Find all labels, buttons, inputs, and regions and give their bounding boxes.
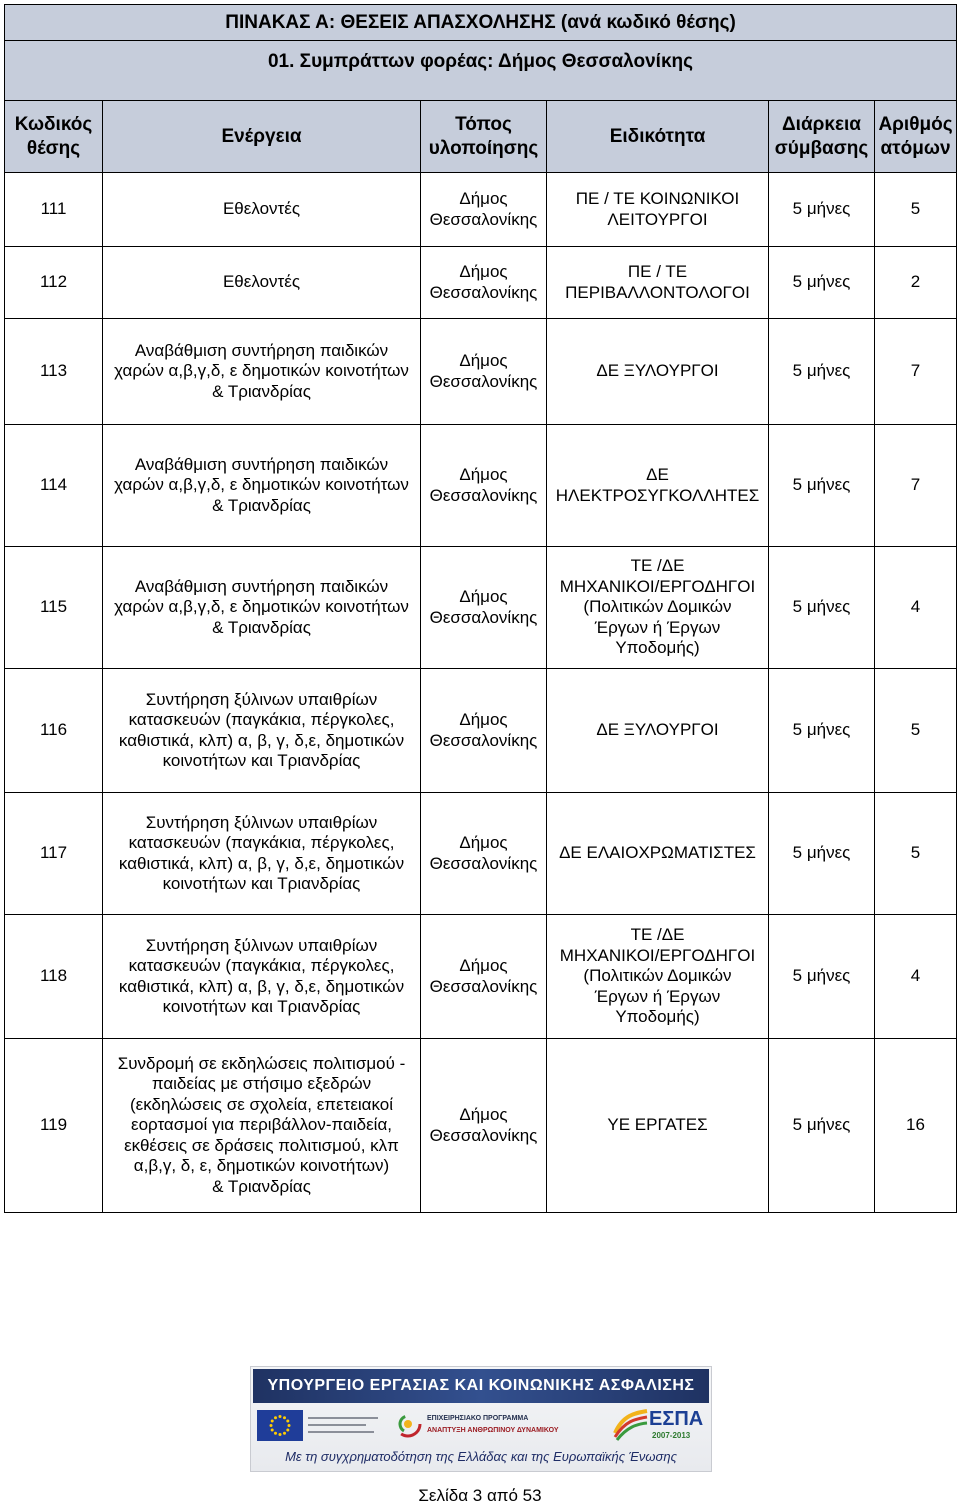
duration-cell: 5 μήνες [769,547,875,669]
activity-cell: Συντήρηση ξύλινων υπαιθρίων κατασκευών (παγκάκια, πέργκολες, καθιστικά, κλπ) α, β, γ, δ,ε, δημοτικών κοινοτήτων και Τριανδρίας [103,793,421,915]
persons-cell: 4 [875,915,957,1039]
funding-banner [250,1366,712,1472]
location-cell: Δήμος Θεσσαλονίκης [421,1039,547,1213]
table-row [5,547,957,669]
position-code-cell: 117 [5,793,103,915]
positions-table [4,4,957,1213]
table-row [5,425,957,547]
table-row [5,173,957,247]
activity-cell: Αναβάθμιση συντήρηση παιδικών χαρών α,β,γ,δ, ε δημοτικών κοινοτήτων & Τριανδρίας [103,319,421,425]
specialty-cell: ΤΕ /ΔΕ ΜΗΧΑΝΙΚΟΙ/ΕΡΓΟΔΗΓΟΙ (Πολιτικών Δομικών Έργων ή Έργων Υποδομής) [547,915,769,1039]
duration-cell: 5 μήνες [769,425,875,547]
espa-logo-icon [613,1407,649,1441]
persons-cell: 7 [875,319,957,425]
location-cell: Δήμος Θεσσαλονίκης [421,319,547,425]
programme-title: ΕΠΙΧΕΙΡΗΣΙΑΚΟ ΠΡΟΓΡΑΜΜΑ [427,1415,529,1422]
activity-cell: Εθελοντές [103,247,421,319]
table-row [5,247,957,319]
partner-row [5,41,957,101]
location-cell: Δήμος Θεσσαλονίκης [421,793,547,915]
activity-cell: Συνδρομή σε εκδηλώσεις πολιτισμού - παιδείας με στήσιμο εξεδρών (εκδηλώσεις σε σχολεία, επετειακοί εορτασμοί για περιβάλλον-παιδεία, εκθέσεις σε δράσεις πολιτισμού, κλπ α,β,γ, δ, ε, δημοτικών κοινοτήτων) & Τριανδρίας [103,1039,421,1213]
specialty-cell: ΔΕ ΞΥΛΟΥΡΓΟΙ [547,319,769,425]
table-row [5,793,957,915]
persons-cell: 2 [875,247,957,319]
location-cell: Δήμος Θεσσαλονίκης [421,247,547,319]
programme-subtitle: ΑΝΑΠΤΥΞΗ ΑΝΘΡΩΠΙΝΟΥ ΔΥΝΑΜΙΚΟΥ [427,1427,559,1434]
column-header-location: Τόπος υλοποίησης [421,101,547,173]
table-row [5,915,957,1039]
position-code-cell: 116 [5,669,103,793]
position-code-cell: 119 [5,1039,103,1213]
position-code-cell: 111 [5,173,103,247]
position-code-cell: 113 [5,319,103,425]
column-header-code: Κωδικός θέσης [5,101,103,173]
persons-cell: 7 [875,425,957,547]
page-number: Σελίδα 3 από 53 [418,1486,542,1505]
column-header-persons: Αριθμός ατόμων [875,101,957,173]
persons-cell: 5 [875,669,957,793]
activity-cell: Αναβάθμιση συντήρηση παιδικών χαρών α,β,γ,δ, ε δημοτικών κοινοτήτων & Τριανδρίας [103,425,421,547]
persons-cell: 5 [875,793,957,915]
activity-cell: Εθελοντές [103,173,421,247]
persons-cell: 5 [875,173,957,247]
espa-period: 2007-2013 [652,1431,691,1440]
specialty-cell: ΥΕ ΕΡΓΑΤΕΣ [547,1039,769,1213]
position-code-cell: 112 [5,247,103,319]
table-row [5,669,957,793]
position-code-cell: 118 [5,915,103,1039]
activity-cell: Συντήρηση ξύλινων υπαιθρίων κατασκευών (παγκάκια, πέργκολες, καθιστικά, κλπ) α, β, γ, δ,ε, δημοτικών κοινοτήτων και Τριανδρίας [103,915,421,1039]
location-cell: Δήμος Θεσσαλονίκης [421,547,547,669]
specialty-cell: ΔΕ ΕΛΑΙΟΧΡΩΜΑΤΙΣΤΕΣ [547,793,769,915]
table-row [5,1039,957,1213]
location-cell: Δήμος Θεσσαλονίκης [421,915,547,1039]
specialty-cell: ΔΕ ΗΛΕΚΤΡΟΣΥΓΚΟΛΛΗΤΕΣ [547,425,769,547]
duration-cell: 5 μήνες [769,793,875,915]
column-header-activity: Ενέργεια [103,101,421,173]
specialty-cell: ΠΕ / ΤΕ ΠΕΡΙΒΑΛΛΟΝΤΟΛΟΓΟΙ [547,247,769,319]
persons-cell: 4 [875,547,957,669]
specialty-cell: ΔΕ ΞΥΛΟΥΡΓΟΙ [547,669,769,793]
activity-cell: Αναβάθμιση συντήρηση παιδικών χαρών α,β,γ,δ, ε δημοτικών κοινοτήτων & Τριανδρίας [103,547,421,669]
table-row [5,319,957,425]
duration-cell: 5 μήνες [769,1039,875,1213]
location-cell: Δήμος Θεσσαλονίκης [421,173,547,247]
location-cell: Δήμος Θεσσαλονίκης [421,425,547,547]
specialty-cell: ΠΕ / ΤΕ ΚΟΙΝΩΝΙΚΟΙ ΛΕΙΤΟΥΡΓΟΙ [547,173,769,247]
table-title-row [5,5,957,41]
column-header-specialty: Ειδικότητα [547,101,769,173]
column-header-duration: Διάρκεια σύμβασης [769,101,875,173]
cofunding-note: Με τη συγχρηματοδότηση της Ελλάδας και της Ευρωπαϊκής Ένωσης [285,1449,677,1464]
duration-cell: 5 μήνες [769,915,875,1039]
ministry-band: ΥΠΟΥΡΓΕΙΟ ΕΡΓΑΣΙΑΣ ΚΑΙ ΚΟΙΝΩΝΙΚΗΣ ΑΣΦΑΛΙΣΗΣ [253,1369,709,1403]
persons-cell: 16 [875,1039,957,1213]
location-cell: Δήμος Θεσσαλονίκης [421,669,547,793]
position-code-cell: 115 [5,547,103,669]
activity-cell: Συντήρηση ξύλινων υπαιθρίων κατασκευών (παγκάκια, πέργκολες, καθιστικά, κλπ) α, β, γ, δ,ε, δημοτικών κοινοτήτων και Τριανδρίας [103,669,421,793]
duration-cell: 5 μήνες [769,247,875,319]
duration-cell: 5 μήνες [769,669,875,793]
table-title: ΠΙΝΑΚΑΣ Α: ΘΕΣΕΙΣ ΑΠΑΣΧΟΛΗΣΗΣ (ανά κωδικό θέσης) [5,5,957,41]
programme-logo-icon [393,1409,423,1439]
espa-title: ΕΣΠΑ [649,1408,704,1430]
column-header-row [5,101,957,173]
partner-line: 01. Συμπράττων φορέας: Δήμος Θεσσαλονίκης [5,41,957,101]
position-code-cell: 114 [5,425,103,547]
duration-cell: 5 μήνες [769,173,875,247]
specialty-cell: ΤΕ /ΔΕ ΜΗΧΑΝΙΚΟΙ/ΕΡΓΟΔΗΓΟΙ (Πολιτικών Δομικών Έργων ή Έργων Υποδομής) [547,547,769,669]
eu-flag-icon [257,1410,303,1441]
duration-cell: 5 μήνες [769,319,875,425]
eu-caption-graphic [308,1417,382,1437]
